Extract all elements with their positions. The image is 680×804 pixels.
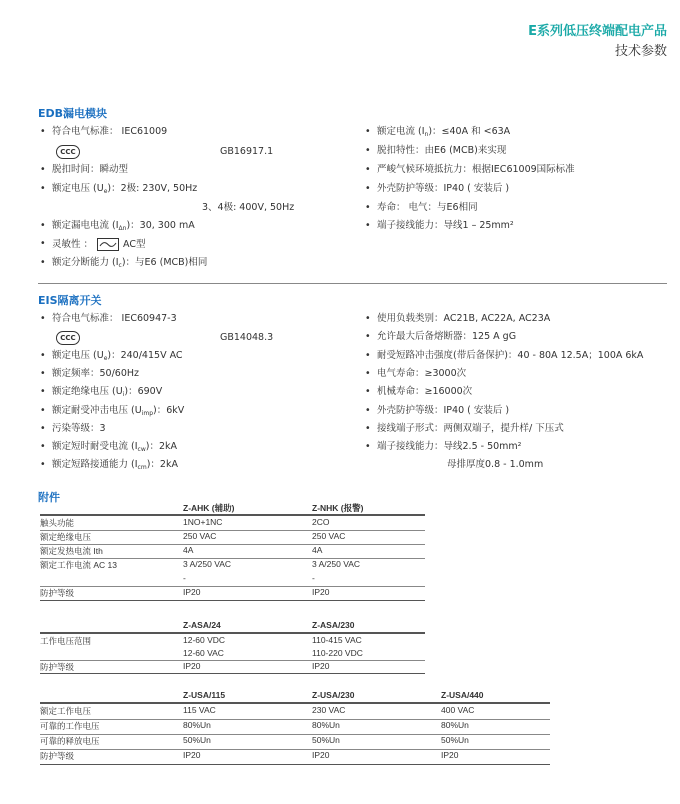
spec-text: )：≤40A 和 <63A xyxy=(428,126,511,137)
bullet-icon: • xyxy=(365,220,371,231)
document-subtitle: 技术参数 xyxy=(614,44,667,59)
spec-text: 母排厚度0.8 - 1.0mm xyxy=(447,459,544,470)
table-row-rule xyxy=(40,734,550,735)
table-cell: 防护等级 xyxy=(40,751,75,761)
spec-subscript: n xyxy=(424,131,429,138)
bullet-icon: • xyxy=(40,126,46,137)
edb-heading: EDB漏电模块 xyxy=(38,107,108,120)
bullet-icon: • xyxy=(40,459,46,470)
spec-text: 外壳防护等级：IP40 ( 安装后 ) xyxy=(377,183,510,194)
table-cell: 250 VAC xyxy=(183,531,217,541)
bullet-icon: • xyxy=(40,313,46,324)
bullet-icon: • xyxy=(40,386,46,397)
spec-item xyxy=(202,202,294,214)
bullet-icon: • xyxy=(365,405,371,416)
spec-subscript: cw xyxy=(137,446,146,453)
table-row-rule xyxy=(40,719,550,720)
eis-heading: EIS隔离开关 xyxy=(38,294,102,307)
bullet-icon: • xyxy=(365,202,371,213)
spec-item xyxy=(40,423,106,435)
spec-text: 额定频率：50/60Hz xyxy=(52,368,140,379)
spec-item xyxy=(40,257,208,272)
spec-text: 符合电气标准： IEC61009 xyxy=(52,126,168,137)
spec-text: 外壳防护等级：IP40 ( 安装后 ) xyxy=(377,405,510,416)
bullet-icon: • xyxy=(40,441,46,452)
accessories-heading: 附件 xyxy=(38,491,60,504)
table-cell: 12-60 VAC xyxy=(183,648,224,658)
spec-text: AC型 xyxy=(123,239,146,250)
bullet-icon: • xyxy=(40,368,46,379)
spec-item xyxy=(40,164,129,176)
bullet-icon: • xyxy=(40,257,46,268)
table-cell: 防护等级 xyxy=(40,662,75,672)
table-row-rule xyxy=(40,586,425,587)
table-cell: 防护等级 xyxy=(40,588,75,598)
table-cell: 额定绝缘电压 xyxy=(40,532,92,542)
table-header-rule xyxy=(40,514,425,516)
table-row-rule xyxy=(40,660,425,661)
table-cell: IP20 xyxy=(312,661,330,671)
spec-text: 符合电气标准： IEC60947-3 xyxy=(52,313,177,324)
spec-subscript: cm xyxy=(137,464,147,471)
ccc-mark-icon: CCC xyxy=(56,145,80,159)
table-cell: 110-415 VAC xyxy=(312,635,362,645)
spec-item xyxy=(40,386,163,401)
spec-text: 灵敏性 ： xyxy=(52,239,94,250)
spec-subscript: i xyxy=(122,391,125,398)
table-cell: 可靠的工作电压 xyxy=(40,721,100,731)
table-cell: 400 VAC xyxy=(441,705,475,715)
section-divider xyxy=(38,283,667,284)
table-row-rule xyxy=(40,764,550,765)
table-cell: 4A xyxy=(312,545,323,555)
spec-item xyxy=(40,459,178,474)
spec-subscript: c xyxy=(118,262,122,269)
spec-text: 端子接线能力：导线1 – 25mm² xyxy=(377,220,514,231)
bullet-icon: • xyxy=(365,313,371,324)
table-cell: 115 VAC xyxy=(183,705,216,715)
spec-subscript: e xyxy=(103,188,108,195)
spec-text: 寿命： 电气：与E6相同 xyxy=(377,202,478,213)
ccc-mark-icon: CCC xyxy=(56,331,80,345)
bullet-icon: • xyxy=(40,405,46,416)
table-row-rule xyxy=(40,600,425,601)
bullet-icon: • xyxy=(365,331,371,342)
spec-item xyxy=(40,126,168,138)
spec-subscript: imp xyxy=(141,410,154,417)
spec-text: 端子接线能力：导线2.5 - 50mm² xyxy=(377,441,522,452)
spec-item xyxy=(365,423,564,435)
spec-item xyxy=(365,331,517,343)
bullet-icon: • xyxy=(365,423,371,434)
bullet-icon: • xyxy=(40,220,46,231)
table-cell: 3 A/250 VAC xyxy=(312,559,361,569)
spec-item xyxy=(365,405,510,417)
spec-item xyxy=(447,459,543,471)
table-cell: IP20 xyxy=(183,750,201,760)
table-header: Z-ASA/230 xyxy=(312,620,355,630)
spec-text: 额定耐受冲击电压 (U xyxy=(52,405,142,416)
table-cell: 50%Un xyxy=(183,735,211,745)
bullet-icon: • xyxy=(40,183,46,194)
spec-text: )：2kA xyxy=(146,459,178,470)
spec-item xyxy=(365,350,644,362)
bullet-icon: • xyxy=(40,164,46,175)
spec-item xyxy=(40,313,177,325)
spec-item xyxy=(40,441,178,456)
bullet-icon: • xyxy=(40,238,46,249)
table-cell: 230 VAC xyxy=(312,705,346,715)
bullet-icon: • xyxy=(365,145,371,156)
table-cell: IP20 xyxy=(183,661,201,671)
table-cell: 80%Un xyxy=(312,720,340,730)
spec-text: 脱扣特性：由E6 (MCB)来实现 xyxy=(377,145,507,156)
ac-wave-icon xyxy=(97,238,119,251)
spec-text: 污染等级：3 xyxy=(52,423,106,434)
table-row-rule xyxy=(40,530,425,531)
spec-subscript: Δn xyxy=(118,225,127,232)
spec-item xyxy=(40,405,185,420)
bullet-icon: • xyxy=(365,441,371,452)
table-row-rule xyxy=(40,749,550,750)
spec-item xyxy=(40,368,140,380)
spec-text: GB14048.3 xyxy=(220,332,274,343)
spec-item xyxy=(365,441,522,453)
spec-text: 接线端子形式：两侧双端子，提升样/ 下压式 xyxy=(377,423,564,434)
spec-text: 额定分断能力 (I xyxy=(52,257,119,268)
table-cell: 50%Un xyxy=(441,735,469,745)
spec-text: 机械寿命：≥16000次 xyxy=(377,386,473,397)
document-title: E系列低压终端配电产品 xyxy=(528,24,667,39)
table-cell: 工作电压范围 xyxy=(40,636,92,646)
table-header: Z-USA/115 xyxy=(183,690,226,700)
spec-item xyxy=(40,183,198,198)
table-header-rule xyxy=(40,632,425,634)
table-cell: 80%Un xyxy=(183,720,211,730)
spec-text: )：690V xyxy=(124,386,163,397)
table-cell: - xyxy=(312,573,315,583)
spec-item xyxy=(56,145,273,159)
table-cell: 可靠的释放电压 xyxy=(40,736,100,746)
table-cell: 3 A/250 VAC xyxy=(183,559,232,569)
spec-text: 额定漏电电流 (I xyxy=(52,220,119,231)
spec-text: 额定短路接通能力 (I xyxy=(52,459,138,470)
table-cell: IP20 xyxy=(312,750,330,760)
spec-item xyxy=(40,238,146,251)
bullet-icon: • xyxy=(365,386,371,397)
table-cell: 1NO+1NC xyxy=(183,517,223,527)
spec-text: 严峻气候环境抵抗力：根据IEC61009国际标准 xyxy=(377,164,575,175)
spec-item xyxy=(365,126,511,141)
table-cell: 额定工作电压 xyxy=(40,706,92,716)
bullet-icon: • xyxy=(365,183,371,194)
table-cell: 50%Un xyxy=(312,735,340,745)
table-cell: - xyxy=(183,573,186,583)
table-cell: 12-60 VDC xyxy=(183,635,226,645)
spec-text: )：6kV xyxy=(153,405,185,416)
table-header: Z-USA/230 xyxy=(312,690,355,700)
spec-item xyxy=(365,202,478,214)
spec-text: )：2kA xyxy=(145,441,178,452)
table-header-rule xyxy=(40,702,550,704)
table-row-rule xyxy=(40,673,425,674)
spec-text: 3、4极: 400V, 50Hz xyxy=(202,202,295,213)
spec-subscript: e xyxy=(103,355,108,362)
table-cell: 110-220 VDC xyxy=(312,648,363,658)
spec-text: 额定电流 (I xyxy=(377,126,425,137)
spec-item xyxy=(365,164,575,176)
spec-text: )：30, 300 mA xyxy=(126,220,195,231)
bullet-icon: • xyxy=(40,423,46,434)
bullet-icon: • xyxy=(365,368,371,379)
table-header: Z-AHK (辅助) xyxy=(183,503,235,513)
bullet-icon: • xyxy=(365,126,371,137)
table-cell: 250 VAC xyxy=(312,531,346,541)
spec-text: 额定绝缘电压 (U xyxy=(52,386,123,397)
bullet-icon: • xyxy=(40,350,46,361)
table-cell: 2CO xyxy=(312,517,330,527)
table-header: Z-USA/440 xyxy=(441,690,484,700)
table-cell: 触头功能 xyxy=(40,518,75,528)
spec-item xyxy=(365,183,510,195)
table-cell: 80%Un xyxy=(441,720,469,730)
spec-text: 额定短时耐受电流 (I xyxy=(52,441,138,452)
spec-text: 电气寿命：≥3000次 xyxy=(377,368,467,379)
spec-text: 额定电压 (U xyxy=(52,183,104,194)
spec-text: 额定电压 (U xyxy=(52,350,104,361)
spec-text: 允许最大后备熔断器：125 A gG xyxy=(377,331,517,342)
bullet-icon: • xyxy=(365,164,371,175)
table-cell: 4A xyxy=(183,545,194,555)
spec-item xyxy=(40,220,195,235)
spec-item xyxy=(365,220,514,232)
table-cell: IP20 xyxy=(183,587,201,597)
spec-text: 耐受短路冲击强度(带后备保护)：40 - 80A 12.5A；100A 6kA xyxy=(377,350,644,361)
spec-item xyxy=(40,350,183,365)
spec-text: )：240/415V AC xyxy=(107,350,183,361)
spec-item xyxy=(56,331,273,345)
table-header: Z-NHK (报警) xyxy=(312,503,364,513)
table-header: Z-ASA/24 xyxy=(183,620,221,630)
table-cell: IP20 xyxy=(441,750,459,760)
spec-text: )：与E6 (MCB)相同 xyxy=(121,257,208,268)
table-cell: 额定发热电流 Ith xyxy=(40,546,103,556)
bullet-icon: • xyxy=(365,350,371,361)
spec-item xyxy=(365,145,507,157)
spec-text: )：2极: 230V, 50Hz xyxy=(107,183,198,194)
spec-item xyxy=(365,368,467,380)
spec-text: 使用负载类别：AC21B, AC22A, AC23A xyxy=(377,313,551,324)
spec-item xyxy=(365,386,473,398)
spec-text: 脱扣时间：瞬动型 xyxy=(52,164,129,175)
spec-item xyxy=(365,313,551,325)
table-cell: IP20 xyxy=(312,587,330,597)
table-cell: 额定工作电流 AC 13 xyxy=(40,560,117,570)
spec-text: GB16917.1 xyxy=(220,146,274,157)
